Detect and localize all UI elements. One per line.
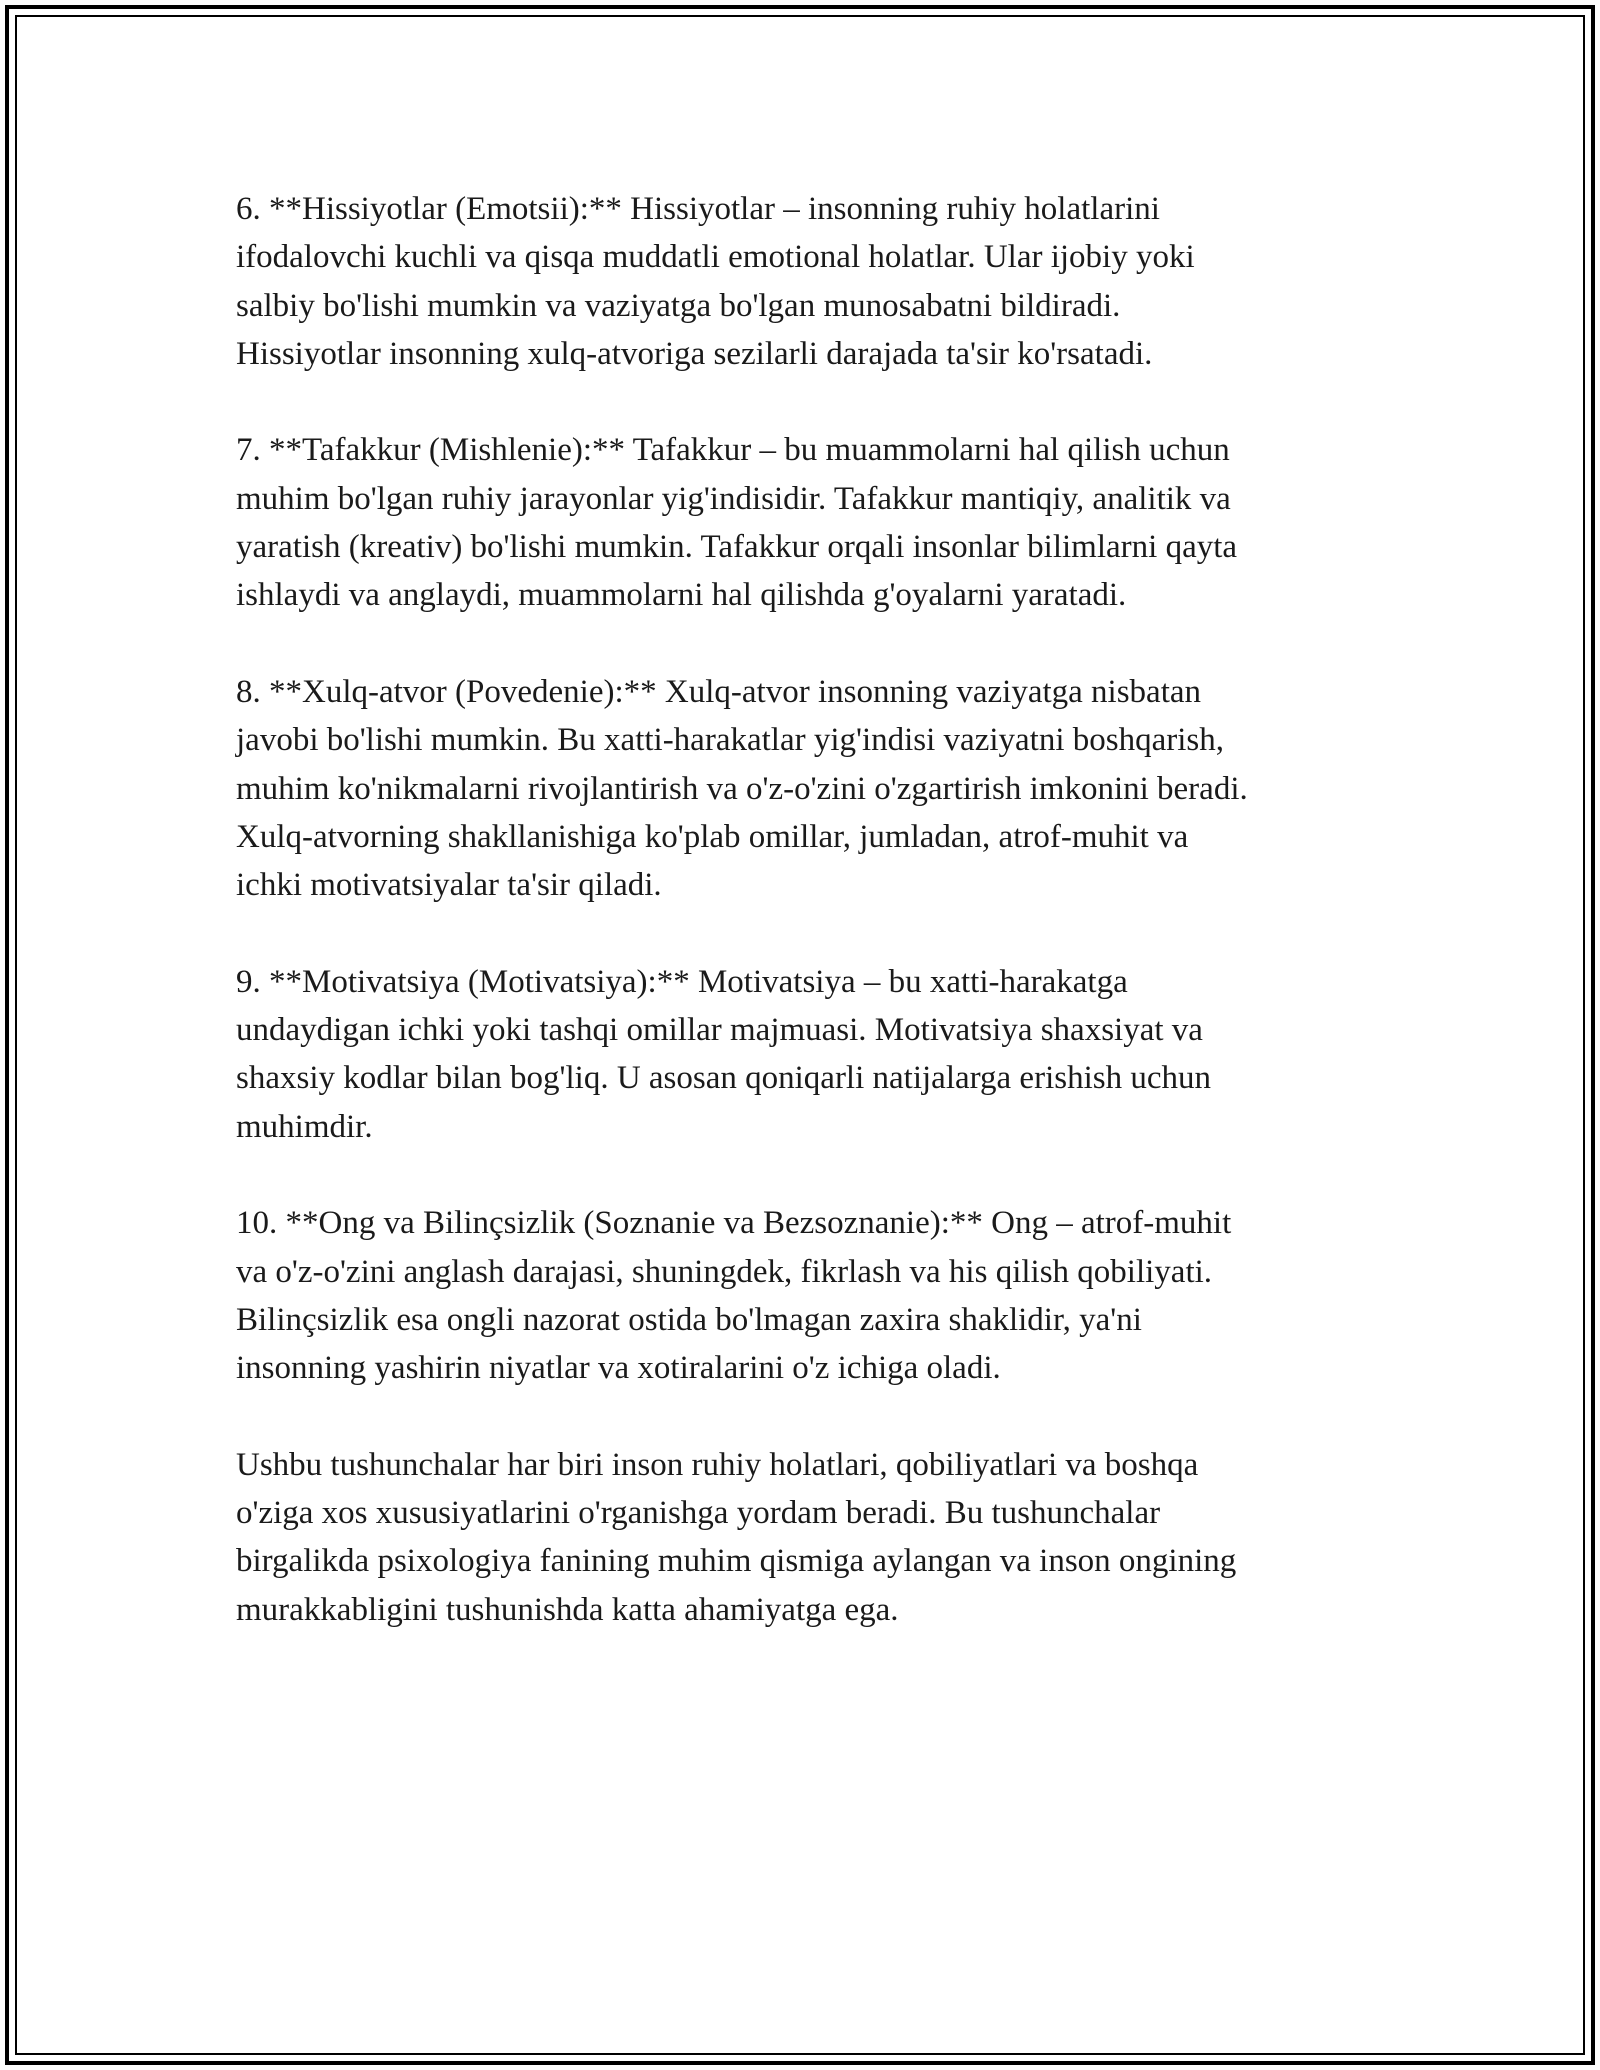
text-line: muhim bo'lgan ruhiy jarayonlar yig'indisidir. Tafakkur mantiqiy, analitik va	[236, 480, 1231, 517]
text-line: Xulq-atvorning shakllanishiga ko'plab omillar, jumladan, atrof-muhit va	[236, 818, 1189, 855]
text-line: ichki motivatsiyalar ta'sir qiladi.	[236, 867, 662, 904]
paragraph-hissiyotlar	[236, 185, 1366, 378]
text-line: Hissiyotlar insonning xulq-atvoriga sezilarli darajada ta'sir ko'rsatadi.	[236, 335, 1153, 372]
text-line: va o'z-o'zini anglash darajasi, shuningdek, fikrlash va his qilish qobiliyati.	[236, 1253, 1213, 1290]
text-line: muhimdir.	[236, 1108, 373, 1145]
paragraph-xulq-atvor	[236, 668, 1366, 909]
paragraph-ong-va-bilincsizlik	[236, 1199, 1366, 1392]
text-line: undaydigan ichki yoki tashqi omillar majmuasi. Motivatsiya shaxsiyat va	[236, 1012, 1203, 1049]
paragraph-tafakkur	[236, 426, 1366, 619]
text-line: yaratish (kreativ) bo'lishi mumkin. Tafakkur orqali insonlar bilimlarni qayta	[236, 529, 1238, 566]
text-line: shaxsiy kodlar bilan bog'liq. U asosan qoniqarli natijalarga erishish uchun	[236, 1060, 1211, 1097]
text-line: ishlaydi va anglaydi, muammolarni hal qilishda g'oyalarni yaratadi.	[236, 577, 1127, 614]
text-line: Bilinçsizlik esa ongli nazorat ostida bo'lmagan zaxira shaklidir, ya'ni	[236, 1301, 1142, 1338]
text-line: salbiy bo'lishi mumkin va vaziyatga bo'lgan munosabatni bildiradi.	[236, 287, 1121, 324]
text-line: murakkabligini tushunishda katta ahamiyatga ega.	[236, 1591, 899, 1628]
text-line: 7. **Tafakkur (Mishlenie):** Tafakkur – bu muammolarni hal qilish uchun	[236, 432, 1230, 469]
paragraph-conclusion	[236, 1441, 1366, 1634]
text-line: birgalikda psixologiya fanining muhim qismiga aylangan va inson ongining	[236, 1543, 1237, 1580]
text-line: Ushbu tushunchalar har biri inson ruhiy holatlari, qobiliyatlari va boshqa	[236, 1446, 1199, 1483]
document-body	[236, 185, 1366, 1682]
text-line: 8. **Xulq-atvor (Povedenie):** Xulq-atvor insonning vaziyatga nisbatan	[236, 673, 1202, 710]
text-line: 6. **Hissiyotlar (Emotsii):** Hissiyotlar – insonning ruhiy holatlarini	[236, 191, 1160, 227]
paragraph-motivatsiya	[236, 958, 1366, 1151]
text-line: javobi bo'lishi mumkin. Bu xatti-harakatlar yig'indisi vaziyatni boshqarish,	[236, 722, 1224, 759]
text-line: o'ziga xos xususiyatlarini o'rganishga yordam beradi. Bu tushunchalar	[236, 1495, 1161, 1532]
text-line: insonning yashirin niyatlar va xotiralarini o'z ichiga oladi.	[236, 1350, 1001, 1387]
text-line: 9. **Motivatsiya (Motivatsiya):** Motivatsiya – bu xatti-harakatga	[236, 963, 1128, 1000]
text-line: muhim ko'nikmalarni rivojlantirish va o'z-o'zini o'zgartirish imkonini beradi.	[236, 770, 1248, 807]
text-line: 10. **Ong va Bilinçsizlik (Soznanie va Bezsoznanie):** Ong – atrof-muhit	[236, 1205, 1232, 1242]
text-line: ifodalovchi kuchli va qisqa muddatli emotional holatlar. Ular ijobiy yoki	[236, 239, 1195, 276]
